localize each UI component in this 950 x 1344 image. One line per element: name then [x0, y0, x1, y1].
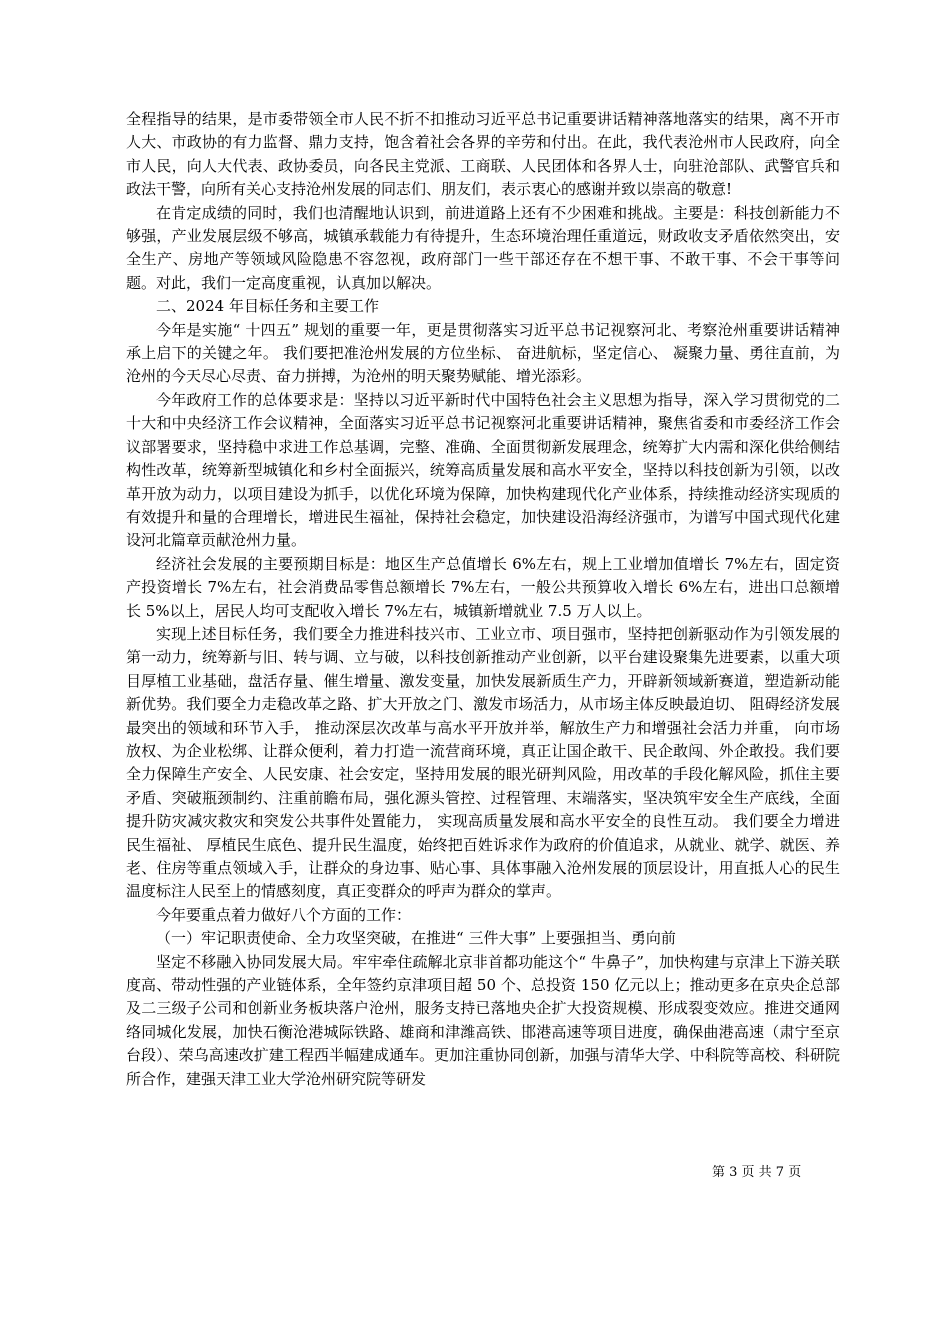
paragraph-challenges: 在肯定成绩的同时，我们也清醒地认识到，前进道路上还有不少困难和挑战。主要是：科技创新能力不够强，产业发展层级不够高，城镇承载能力有待提升，生态环境治理任重道远，财政收支矛盾依然突出，安全生产、房地产等领域风险隐患不容忽视，政府部门一些干部还存在不想干事、不敢干事、不会干事等问题。对此，我们一定高度重视，认真加以解决。 — [126, 203, 840, 292]
subsection-heading: （一）牢记职责使命、全力攻坚突破，在推进“ 三件大事” 上要强担当、勇向前 — [156, 929, 676, 948]
paragraph-coordinated-development: 坚定不移融入协同发展大局。牢牢牵住疏解北京非首都功能这个“ 牛鼻子”，加快构建与京津上下游关联度高、带动性强的产业链体系，全年签约京津项目超 50 个、总投资 150 亿元以上；推动更多在京央企总部及二三级子公司和创新业务板块落户沧州，服务支持已落地央企扩大投资规模、形成裂变效应。推进交通网络同城化发展，加快石衡沧港城际铁路、雄商和津潍高铁、邯港高速等项目进度，确保曲港高速（肃宁至京台段）、荣乌高速改扩建工程西半幅建成通车。更加注重协同创新，加强与清华大学、中科院等高校、科研院所合作，建强天津工业大学沧州研究院等研发 — [126, 952, 840, 1088]
paragraph-thanks: 全程指导的结果，是市委带领全市人民不折不扣推动习近平总书记重要讲话精神落地落实的结果，离不开市人大、市政协的有力监督、鼎力支持，饱含着社会各界的辛劳和付出。在此，我代表沧州市人民政府，向全市人民，向人大代表、政协委员，向各民主党派、工商联、人民团体和各界人士，向驻沧部队、武警官兵和政法干警，向所有关心支持沧州发展的同志们、朋友们，表示衷心的感谢并致以崇高的敬意! — [126, 110, 840, 199]
page-number: 第 3 页 共 7 页 — [712, 1165, 802, 1180]
section-heading: 二、2024 年目标任务和主要工作 — [156, 297, 379, 316]
paragraph-general-requirements: 今年政府工作的总体要求是：坚持以习近平新时代中国特色社会主义思想为指导，深入学习贯彻党的二十大和中央经济工作会议精神，全面落实习近平总书记视察河北重要讲话精神，聚焦省委和市委经济工作会议部署要求，坚持稳中求进工作总基调，完整、准确、全面贯彻新发展理念，统筹扩大内需和深化供给侧结构性改革，统筹新型城镇化和乡村全面振兴，统筹高质量发展和高水平安全，坚持以科技创新为引领，以改革开放为动力，以项目建设为抓手，以优化环境为保障，加快构建现代化产业体系，持续推动经济实现质的有效提升和量的合理增长，增进民生福祉，保持社会稳定，加快建设沿海经济强市，为谱写中国式现代化建设河北篇章贡献沧州力量。 — [126, 390, 840, 550]
paragraph-key-year: 今年是实施“ 十四五” 规划的重要一年，更是贯彻落实习近平总书记视察河北、考察沧州重要讲话精神承上启下的关键之年。 我们要把准沧州发展的方位坐标、 奋进航标，坚定信心、 凝聚力量、勇往直前，为沧州的今天尽心尽责、奋力拼搏，为沧州的明天聚势赋能、增光添彩。 — [126, 320, 840, 386]
document-body — [126, 108, 840, 1091]
paragraph-expected-targets: 经济社会发展的主要预期目标是：地区生产总值增长 6%左右，规上工业增加值增长 7%左右，固定资产投资增长 7%左右，社会消费品零售总额增长 7%左右，一般公共预算收入增长 6%左右，进出口总额增长 5%以上，居民人均可支配收入增长 7%左右，城镇新增就业 7.5 万人以上。 — [126, 554, 840, 620]
paragraph-eight-tasks: 今年要重点着力做好八个方面的工作： — [156, 905, 412, 924]
paragraph-implementation: 实现上述目标任务，我们要全力推进科技兴市、工业立市、项目强市，坚持把创新驱动作为引领发展的第一动力，统筹新与旧、转与调、立与破，以科技创新推动产业创新，以平台建设聚集先进要素，以重大项目厚植工业基础，盘活存量、催生增量、激发变量，加快发展新质生产力，开辟新领域新赛道，塑造新动能新优势。我们要全力走稳改革之路、扩大开放之门、激发市场活力，从市场主体反映最迫切、 阻碍经济发展最突出的领域和环节入手， 推动深层次改革与高水平开放并举，解放生产力和增强社会活力并重， 向市场放权、为企业松绑、让群众便利，着力打造一流营商环境，真正让国企敢干、民企敢闯、外企敢投。我们要全力保障生产安全、人民安康、社会安定，坚持用发展的眼光研判风险，用改革的手段化解风险，抓住主要矛盾、突破瓶颈制约、注重前瞻布局，强化源头管控、过程管理、末端落实，坚决筑牢安全生产底线，全面提升防灾减灾救灾和突发公共事件处置能力， 实现高质量发展和高水平安全的良性互动。 我们要全力增进民生福祉、 厚植民生底色、提升民生温度，始终把百姓诉求作为政府的价值追求，从就业、就学、就医、养老、住房等重点领域入手，让群众的身边事、贴心事、具体事融入沧州发展的顶层设计，用直抵人心的民生温度标注人民至上的情感刻度，真正变群众的呼声为群众的掌声。 — [126, 624, 840, 901]
